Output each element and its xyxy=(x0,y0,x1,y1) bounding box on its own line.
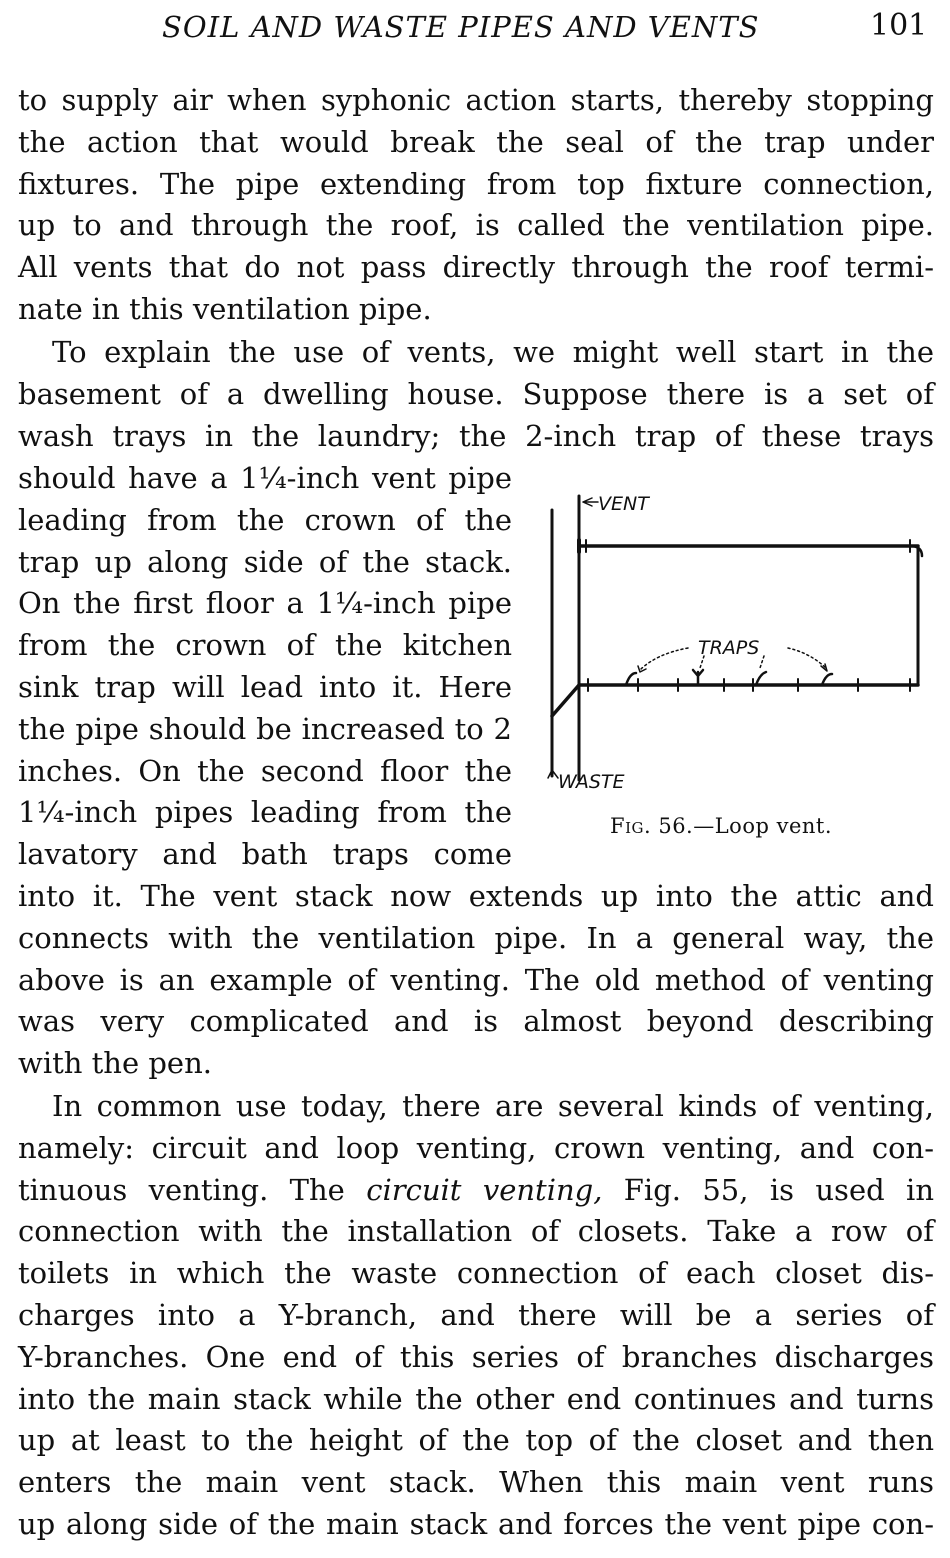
trap-1 xyxy=(626,673,636,685)
text-line: In common use today, there are several kinds of venting, xyxy=(52,1089,934,1123)
text-line: from the crown of the kitchen xyxy=(18,628,512,663)
text-line: into the main stack while the other end continues and turns xyxy=(18,1381,934,1416)
text-line: was very complicated and is almost beyond describing xyxy=(18,1004,934,1039)
label-traps: TRAPS xyxy=(698,637,760,659)
trap-3 xyxy=(756,672,766,685)
figure-caption-text: —Loop vent. xyxy=(693,814,833,838)
text-line: up along side of the main stack and forces the vent pipe con- xyxy=(18,1506,934,1541)
figure-caption xyxy=(610,814,832,838)
italic-term: circuit venting, xyxy=(366,1172,603,1207)
text-line: above is an example of venting. The old method of venting xyxy=(18,962,934,997)
loop-vent-figure xyxy=(538,490,938,840)
text-line: to supply air when syphonic action starts, thereby stopping xyxy=(18,83,934,117)
running-title: SOIL AND WASTE PIPES AND VENTS xyxy=(162,10,760,44)
running-header xyxy=(0,6,950,50)
text-line: charges into a Y-branch, and there will be a series of xyxy=(18,1297,934,1332)
page-number: 101 xyxy=(870,8,928,43)
text-line: inches. On the second floor the xyxy=(18,753,512,788)
text-line: All vents that do not pass directly through the roof termi- xyxy=(18,250,934,285)
text-line: connects with the ventilation pipe. In a general way, the xyxy=(18,920,934,955)
label-waste: WASTE xyxy=(558,771,625,793)
text-line: 1¼-inch pipes leading from the xyxy=(18,795,512,830)
paragraph-1 xyxy=(18,80,934,331)
paragraph-3 xyxy=(18,1086,934,1546)
text-line: On the first floor a 1¼-inch pipe xyxy=(18,586,512,621)
text-line xyxy=(18,1170,934,1212)
text-line: the pipe should be increased to 2 xyxy=(18,711,512,746)
text-line: sink trap will lead into it. Here xyxy=(18,669,512,704)
branch-to-stack xyxy=(552,685,579,716)
paragraph-2-top xyxy=(18,332,934,457)
text-line: leading from the crown of the xyxy=(18,502,512,537)
label-vent: VENT xyxy=(598,493,649,515)
text-line: To explain the use of vents, we might well start in the xyxy=(52,335,934,369)
text-line: enters the main vent stack. When this main vent runs xyxy=(18,1465,934,1500)
text-line: trap up along side of the stack. xyxy=(18,544,512,579)
text-line: connection with the installation of closets. Take a row of xyxy=(18,1214,934,1249)
text-line: nate in this ventilation pipe. xyxy=(18,291,432,326)
paragraph-2-beside-figure xyxy=(18,458,512,876)
text-line: Y-branches. One end of this series of branches discharges xyxy=(18,1339,934,1374)
text-line: into it. The vent stack now extends up into the attic and xyxy=(18,879,934,913)
traps-leader-right xyxy=(788,648,826,668)
text-run: Fig. 55, is used in xyxy=(602,1172,934,1207)
trap-2 xyxy=(693,670,703,685)
text-line: up to and through the roof, is called the ventilation pipe. xyxy=(18,208,934,243)
text-line: the action that would break the seal of the trap under xyxy=(18,124,934,159)
text-line: should have a 1¼-inch vent pipe xyxy=(18,461,512,495)
text-run: tinuous venting. The xyxy=(18,1172,367,1207)
text-line: up at least to the height of the top of the closet and then xyxy=(18,1423,934,1458)
text-line: lavatory and bath traps come xyxy=(18,837,512,872)
text-line: namely: circuit and loop venting, crown venting, and con- xyxy=(18,1130,934,1165)
vent-arrow xyxy=(583,498,598,506)
text-line: fixtures. The pipe extending from top fixture connection, xyxy=(18,166,934,201)
traps-leader-left xyxy=(640,648,688,670)
text-line: wash trays in the laundry; the 2-inch trap of these trays xyxy=(18,418,934,453)
text-line: toilets in which the waste connection of each closet dis- xyxy=(18,1256,934,1291)
text-line: with the pen. xyxy=(18,1046,212,1081)
text-line: basement of a dwelling house. Suppose there is a set of xyxy=(18,376,934,411)
figure-number: Fig. 56. xyxy=(610,814,694,838)
paragraph-2-bottom xyxy=(18,876,934,1085)
